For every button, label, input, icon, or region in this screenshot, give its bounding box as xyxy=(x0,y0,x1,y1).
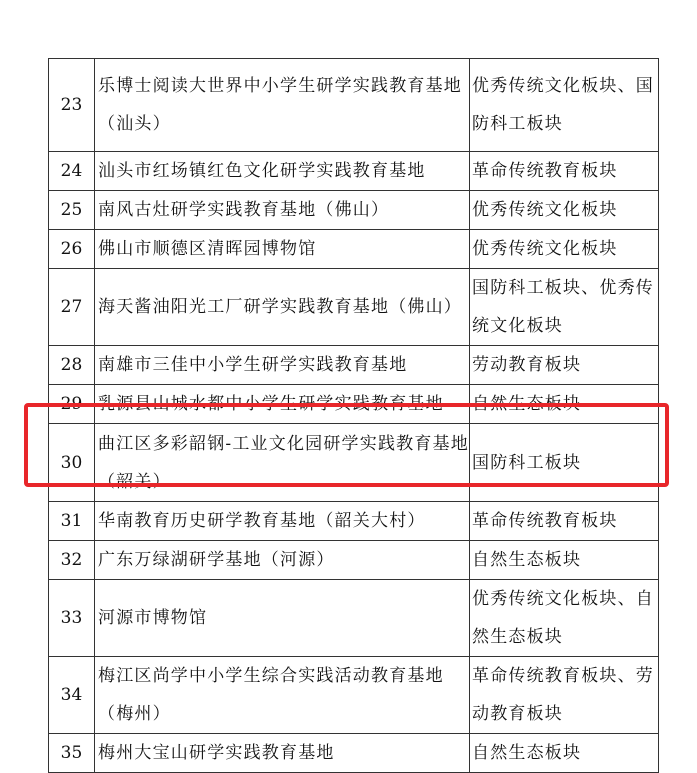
base-name-line: 海天酱油阳光工厂研学实践教育基地（佛山） xyxy=(98,297,462,317)
category-line: 革命传统教育板块、劳 xyxy=(472,666,654,686)
row-number: 25 xyxy=(49,191,95,230)
table-row xyxy=(49,59,659,152)
category-cell xyxy=(470,269,659,346)
table-row xyxy=(49,230,659,269)
category-line: 国防科工板块 xyxy=(472,452,582,473)
category-line: 革命传统教育板块 xyxy=(472,511,618,531)
category-cell xyxy=(470,346,659,385)
base-name-line: （汕头） xyxy=(98,114,171,134)
base-name-line: 广东万绿湖研学基地（河源） xyxy=(98,550,335,570)
row-number: 23 xyxy=(49,59,95,152)
category-line: 防科工板块 xyxy=(472,114,563,134)
category-line: 统文化板块 xyxy=(472,316,563,336)
row-number: 29 xyxy=(49,385,95,424)
category-line: 劳动教育板块 xyxy=(472,355,582,375)
category-cell xyxy=(470,734,659,773)
table-row xyxy=(49,580,659,657)
row-30-highlight-box xyxy=(24,403,669,487)
table-row xyxy=(49,269,659,346)
base-name-line: 南风古灶研学实践教育基地（佛山） xyxy=(98,200,390,220)
row-number: 34 xyxy=(49,657,95,734)
category-line: 优秀传统文化板块、国 xyxy=(472,76,654,96)
base-name-cell xyxy=(95,502,470,541)
base-name-line: 佛山市顺德区清晖园博物馆 xyxy=(98,239,317,259)
row-number: 30 xyxy=(49,424,95,502)
base-name-cell xyxy=(95,657,470,734)
category-line: 优秀传统文化板块 xyxy=(472,239,618,259)
category-line: 革命传统教育板块 xyxy=(472,161,618,181)
category-cell xyxy=(470,191,659,230)
base-name-cell xyxy=(95,734,470,773)
base-name-line: 华南教育历史研学教育基地（韶关大村） xyxy=(98,511,426,531)
table-row xyxy=(49,152,659,191)
category-cell xyxy=(470,657,659,734)
row-number: 32 xyxy=(49,541,95,580)
base-name-cell xyxy=(95,541,470,580)
category-line: 自然生态板块 xyxy=(472,550,582,570)
base-name-cell xyxy=(95,152,470,191)
base-name-line: 梅江区尚学中小学生综合实践活动教育基地 xyxy=(98,666,444,686)
base-name-line: 乐博士阅读大世界中小学生研学实践教育基地 xyxy=(98,76,462,96)
row-number: 35 xyxy=(49,734,95,773)
base-name-line: 河源市博物馆 xyxy=(98,608,208,628)
table-row xyxy=(49,541,659,580)
category-cell xyxy=(470,580,659,657)
category-line: 优秀传统文化板块、自 xyxy=(472,589,654,609)
base-name-cell xyxy=(95,580,470,657)
category-cell xyxy=(470,541,659,580)
row-number: 33 xyxy=(49,580,95,657)
table-row xyxy=(49,346,659,385)
base-name-cell xyxy=(95,230,470,269)
base-name-line: 汕头市红场镇红色文化研学实践教育基地 xyxy=(98,161,426,181)
category-cell xyxy=(470,502,659,541)
base-name-line: 南雄市三佳中小学生研学实践教育基地 xyxy=(98,355,408,375)
category-line: 自然生态板块 xyxy=(472,394,582,414)
base-name-line: （梅州） xyxy=(98,704,171,724)
base-name-cell xyxy=(95,269,470,346)
category-line: 优秀传统文化板块 xyxy=(472,200,618,220)
row-number: 31 xyxy=(49,502,95,541)
category-cell xyxy=(470,59,659,152)
category-cell xyxy=(470,230,659,269)
row-number: 24 xyxy=(49,152,95,191)
table-row xyxy=(49,734,659,773)
base-name-line: 乳源县山城水都中小学生研学实践教育基地 xyxy=(98,394,444,414)
row-number: 27 xyxy=(49,269,95,346)
category-line: 然生态板块 xyxy=(472,627,563,647)
base-name-cell xyxy=(95,346,470,385)
table-row xyxy=(49,502,659,541)
category-line: 国防科工板块、优秀传 xyxy=(472,278,654,298)
table-row xyxy=(49,191,659,230)
base-name-cell xyxy=(95,191,470,230)
row-number: 26 xyxy=(49,230,95,269)
base-name-line: （韶关） xyxy=(98,471,171,492)
row-number: 28 xyxy=(49,346,95,385)
table-row xyxy=(49,657,659,734)
category-cell xyxy=(470,152,659,191)
base-name-line: 梅州大宝山研学实践教育基地 xyxy=(98,743,335,763)
base-name-line: 曲江区多彩韶钢-工业文化园研学实践教育基地 xyxy=(98,433,469,454)
category-line: 自然生态板块 xyxy=(472,743,582,763)
base-name-cell xyxy=(95,59,470,152)
category-line: 动教育板块 xyxy=(472,704,563,724)
